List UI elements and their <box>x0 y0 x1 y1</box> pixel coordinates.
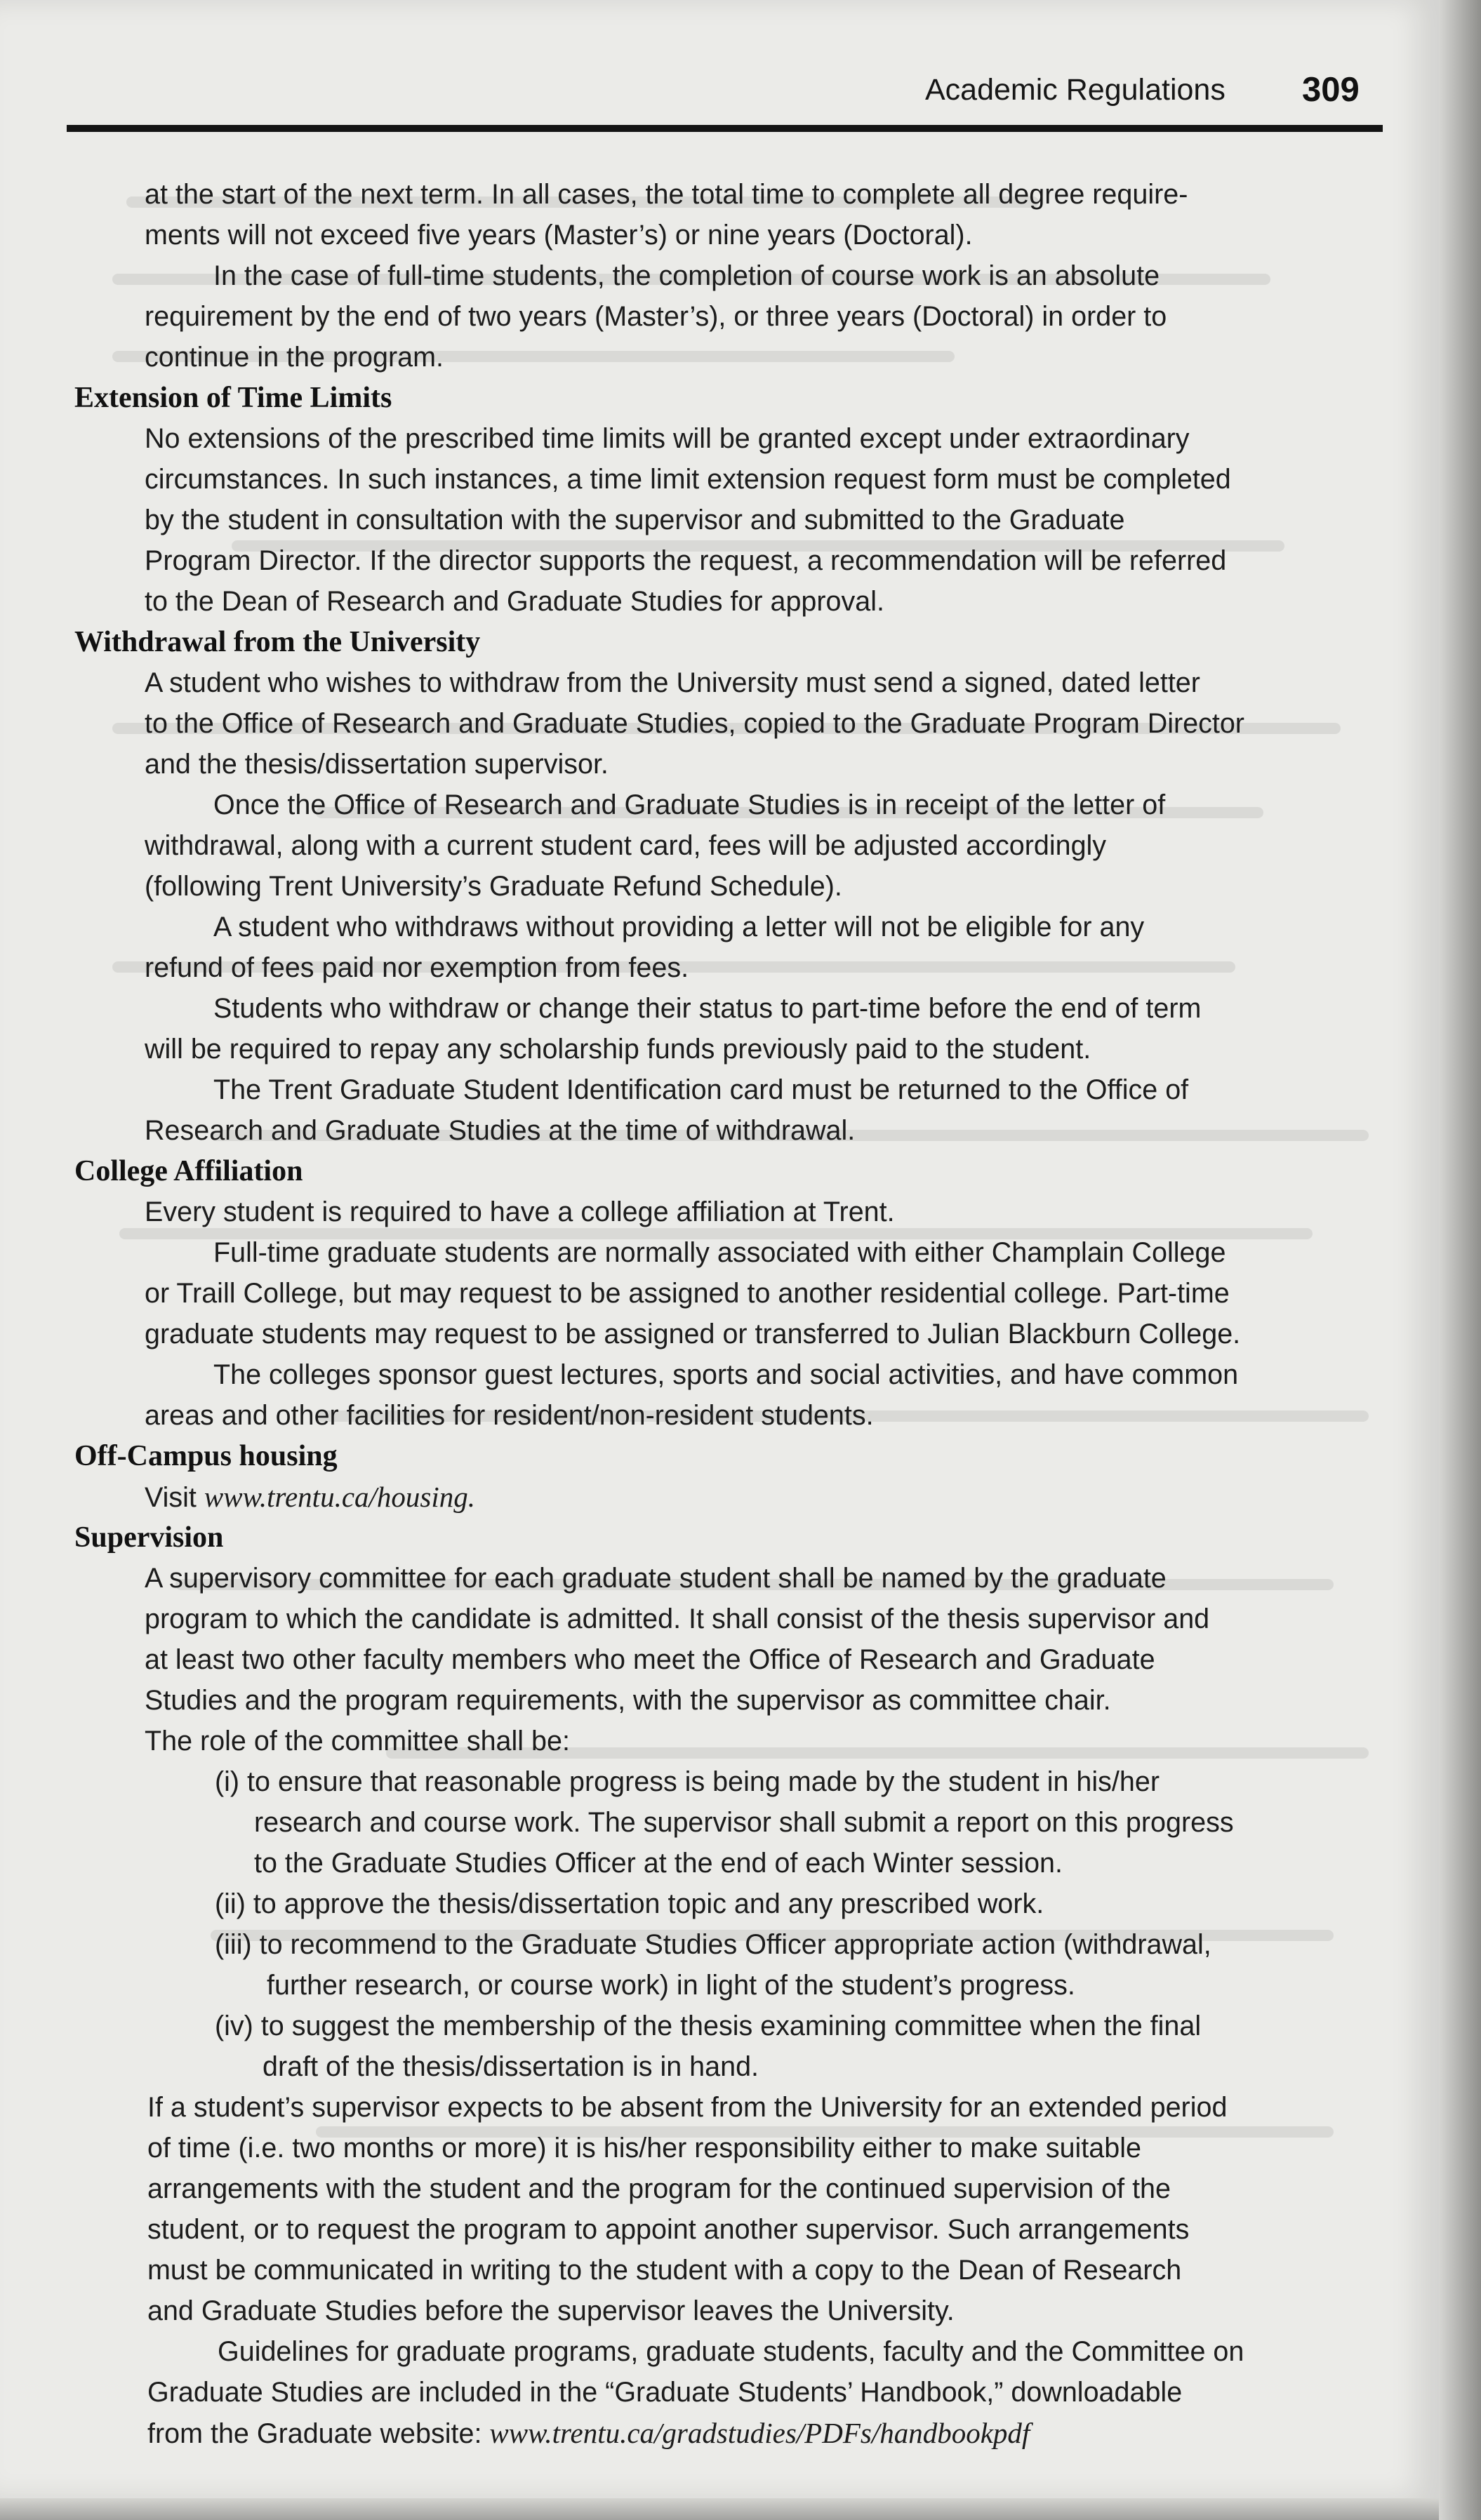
body-line: at least two other faculty members who meet the Office of Research and Graduate <box>145 1644 1155 1675</box>
body-line: No extensions of the prescribed time limits will be granted except under extraordinary <box>145 423 1190 454</box>
body-line: withdrawal, along with a current student card, fees will be adjusted accordingly <box>145 830 1107 861</box>
body-line: refund of fees paid nor exemption from fees. <box>145 952 689 983</box>
role-item: (i) to ensure that reasonable progress is being made by the student in his/her <box>215 1766 1160 1797</box>
section-heading: Supervision <box>74 1521 224 1554</box>
body-line: and Graduate Studies before the supervisor leaves the University. <box>147 2295 955 2326</box>
body-line: Full-time graduate students are normally associated with either Champlain College <box>213 1237 1226 1268</box>
role-item-continued: research and course work. The supervisor shall submit a report on this progress <box>254 1807 1234 1838</box>
body-line: In the case of full-time students, the completion of course work is an absolute <box>213 260 1160 291</box>
website-label: from the Graduate website: <box>147 2418 482 2449</box>
body-line: to the Office of Research and Graduate Studies, copied to the Graduate Program Director <box>145 708 1244 739</box>
body-line: Every student is required to have a college affiliation at Trent. <box>145 1196 895 1227</box>
body-line: If a student’s supervisor expects to be absent from the University for an extended period <box>147 2092 1228 2123</box>
body-line: and the thesis/dissertation supervisor. <box>145 749 609 780</box>
body-line: Studies and the program requirements, with the supervisor as committee chair. <box>145 1685 1111 1716</box>
body-line: circumstances. In such instances, a time limit extension request form must be completed <box>145 464 1231 495</box>
body-line: areas and other facilities for resident/non-resident students. <box>145 1400 874 1431</box>
body-line: to the Dean of Research and Graduate Studies for approval. <box>145 586 884 617</box>
body-line: Program Director. If the director supports the request, a recommendation will be referred <box>145 545 1227 576</box>
body-line: The role of the committee shall be: <box>145 1726 570 1756</box>
body-line: of time (i.e. two months or more) it is his/her responsibility either to make suitable <box>147 2133 1141 2164</box>
body-line: continue in the program. <box>145 342 444 373</box>
body-line: ments will not exceed five years (Master’s) or nine years (Doctoral). <box>145 220 973 251</box>
section-heading: Off-Campus housing <box>74 1440 338 1472</box>
body-line: program to which the candidate is admitted. It shall consist of the thesis supervisor and <box>145 1604 1210 1634</box>
body-line: Research and Graduate Studies at the time of withdrawal. <box>145 1115 856 1146</box>
page-edge-bottom <box>0 2498 1439 2520</box>
housing-line <box>145 1480 475 1514</box>
body-line: at the start of the next term. In all cases, the total time to complete all degree require- <box>145 179 1188 210</box>
body-line: requirement by the end of two years (Master’s), or three years (Doctoral) in order to <box>145 301 1167 332</box>
body-line: (following Trent University’s Graduate Refund Schedule). <box>145 871 842 902</box>
body-line: graduate students may request to be assigned or transferred to Julian Blackburn College. <box>145 1319 1241 1349</box>
body-line: A student who withdraws without providing a letter will not be eligible for any <box>213 912 1145 942</box>
handbook-link[interactable]: www.trentu.ca/gradstudies/PDFs/handbookpdf <box>489 2417 1030 2449</box>
body-line: Guidelines for graduate programs, graduate students, faculty and the Committee on <box>218 2336 1244 2367</box>
body-line: Graduate Studies are included in the “Graduate Students’ Handbook,” downloadable <box>147 2377 1183 2408</box>
running-header-title: Academic Regulations <box>925 73 1226 107</box>
role-item: (iii) to recommend to the Graduate Studies Officer appropriate action (withdrawal, <box>215 1929 1211 1960</box>
body-line: Students who withdraw or change their status to part-time before the end of term <box>213 993 1202 1024</box>
body-line: must be communicated in writing to the student with a copy to the Dean of Research <box>147 2255 1182 2286</box>
page-number: 309 <box>1302 71 1360 109</box>
role-item: (ii) to approve the thesis/dissertation topic and any prescribed work. <box>215 1888 1044 1919</box>
role-item-continued: to the Graduate Studies Officer at the end of each Winter session. <box>254 1848 1063 1879</box>
body-line: arrangements with the student and the program for the continued supervision of the <box>147 2173 1171 2204</box>
role-item-continued: further research, or course work) in light of the student’s progress. <box>267 1970 1075 2001</box>
role-item: (iv) to suggest the membership of the thesis examining committee when the final <box>215 2011 1202 2041</box>
page-edge-right <box>1439 0 1481 2520</box>
body-line: by the student in consultation with the supervisor and submitted to the Graduate <box>145 505 1125 535</box>
header-rule <box>67 125 1383 132</box>
handbook-line <box>147 2416 1030 2451</box>
housing-link[interactable]: www.trentu.ca/housing. <box>204 1481 476 1513</box>
body-line: The Trent Graduate Student Identification card must be returned to the Office of <box>213 1074 1189 1105</box>
body-line: or Traill College, but may request to be assigned to another residential college. Part-time <box>145 1278 1230 1309</box>
visit-label: Visit <box>145 1482 197 1513</box>
section-heading: Withdrawal from the University <box>74 626 481 658</box>
body-line: The colleges sponsor guest lectures, sports and social activities, and have common <box>213 1359 1239 1390</box>
body-line: Once the Office of Research and Graduate Studies is in receipt of the letter of <box>213 789 1166 820</box>
section-heading: College Affiliation <box>74 1155 303 1187</box>
body-line: will be required to repay any scholarship funds previously paid to the student. <box>145 1034 1091 1065</box>
body-line: A supervisory committee for each graduate student shall be named by the graduate <box>145 1563 1167 1594</box>
body-line: student, or to request the program to appoint another supervisor. Such arrangements <box>147 2214 1190 2245</box>
role-item-continued: draft of the thesis/dissertation is in hand. <box>263 2051 759 2082</box>
section-heading: Extension of Time Limits <box>74 382 392 414</box>
body-line: A student who wishes to withdraw from the University must send a signed, dated letter <box>145 667 1200 698</box>
